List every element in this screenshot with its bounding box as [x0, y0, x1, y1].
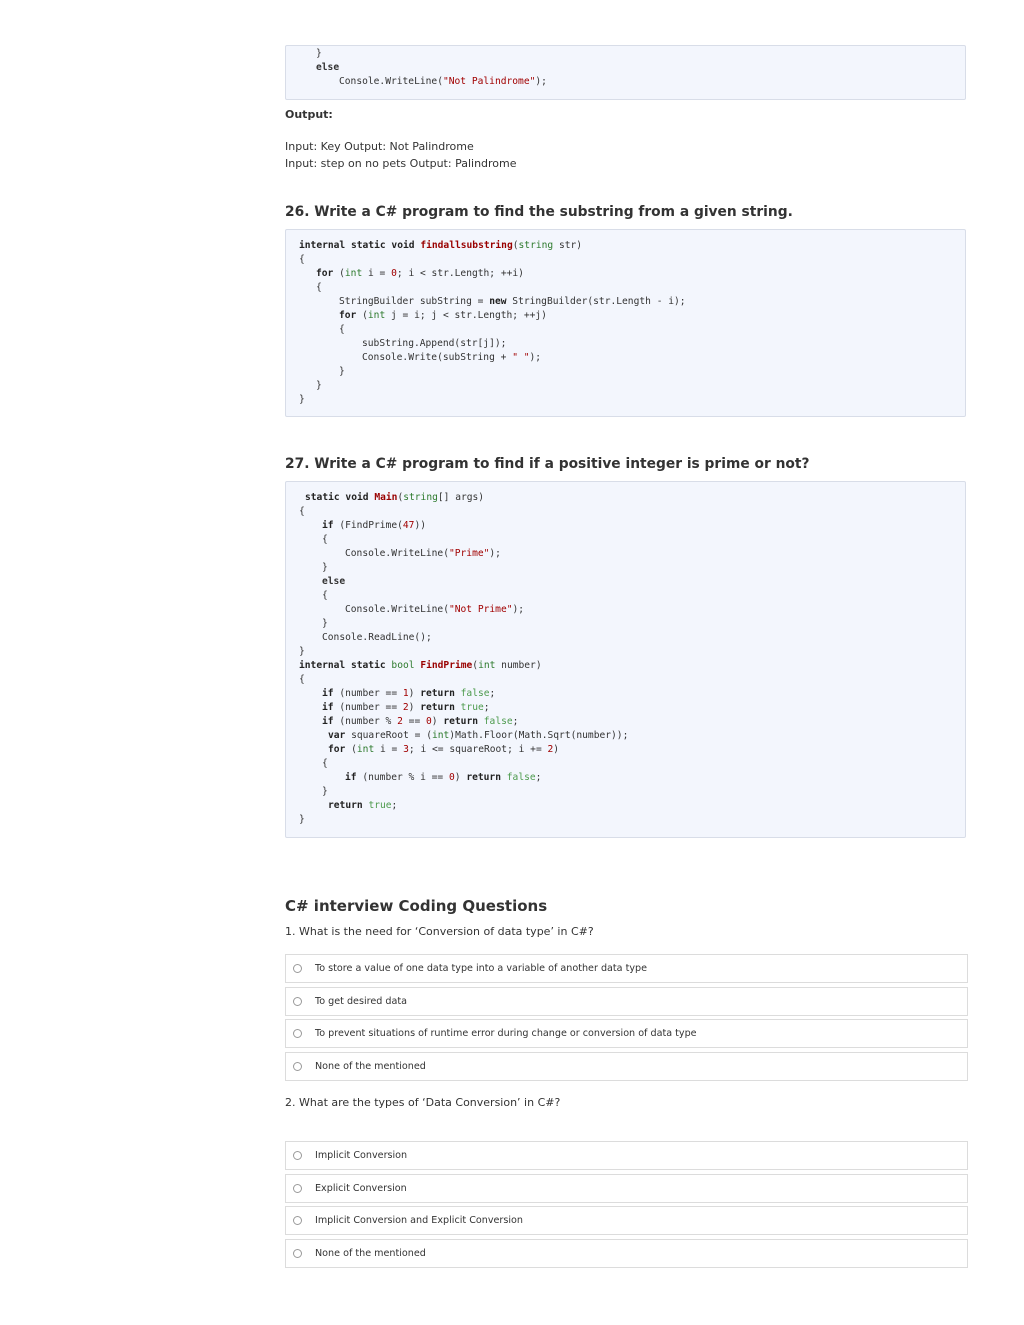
- code-line: for (int i = 0; i < str.Length; ++i): [316, 268, 524, 279]
- code-line: }: [316, 380, 322, 391]
- code-block-palindrome: [285, 45, 966, 100]
- quiz-q1-option-4[interactable]: [285, 1052, 968, 1081]
- option-label: Explicit Conversion: [315, 1183, 407, 1194]
- code-line: {: [299, 254, 305, 265]
- radio-button[interactable]: [293, 1249, 302, 1258]
- radio-button[interactable]: [293, 997, 302, 1006]
- code-line: Console.WriteLine("Not Palindrome");: [339, 76, 547, 87]
- code-line: for (int j = i; j < str.Length; ++j): [339, 310, 547, 321]
- output-label: Output:: [285, 108, 333, 121]
- radio-button[interactable]: [293, 1029, 302, 1038]
- code-line: {: [299, 506, 305, 517]
- code-line: }: [299, 394, 305, 405]
- code-line: }: [316, 48, 322, 59]
- code-line: if (number % i == 0) return false;: [345, 772, 542, 783]
- quiz-question-1: 1. What is the need for ‘Conversion of data type’ in C#?: [285, 925, 594, 938]
- quiz-question-2: 2. What are the types of ‘Data Conversion’ in C#?: [285, 1096, 561, 1109]
- code-line: }: [322, 562, 328, 573]
- radio-button[interactable]: [293, 964, 302, 973]
- code-line: if (number == 1) return false;: [322, 688, 496, 699]
- code-line: if (number % 2 == 0) return false;: [322, 716, 519, 727]
- quiz-q2-option-2[interactable]: [285, 1174, 968, 1203]
- question-27-title: 27. Write a C# program to find if a positive integer is prime or not?: [285, 456, 810, 472]
- quiz-heading: C# interview Coding Questions: [285, 897, 548, 915]
- option-label: None of the mentioned: [315, 1061, 426, 1072]
- code-line: {: [322, 534, 328, 545]
- code-line: internal static void findallsubstring(string str): [299, 240, 583, 251]
- quiz-q2-option-3[interactable]: [285, 1206, 968, 1235]
- radio-button[interactable]: [293, 1216, 302, 1225]
- code-line: }: [322, 786, 328, 797]
- quiz-q1-option-3[interactable]: [285, 1019, 968, 1048]
- code-line: {: [322, 590, 328, 601]
- code-line: Console.Write(subString + " ");: [362, 352, 542, 363]
- option-label: To store a value of one data type into a variable of another data type: [315, 963, 648, 974]
- code-line: static void Main(string[] args): [305, 492, 485, 503]
- radio-button[interactable]: [293, 1062, 302, 1071]
- output-line-1: Input: Key Output: Not Palindrome: [285, 140, 474, 153]
- code-line: {: [322, 758, 328, 769]
- code-line: var squareRoot = (int)Math.Floor(Math.Sqrt(number));: [328, 730, 629, 741]
- code-line: if (number == 2) return true;: [322, 702, 490, 713]
- option-label: To get desired data: [315, 996, 407, 1007]
- code-line: Console.ReadLine();: [322, 632, 432, 643]
- radio-button[interactable]: [293, 1184, 302, 1193]
- output-line-2: Input: step on no pets Output: Palindrome: [285, 157, 517, 170]
- code-line: subString.Append(str[j]);: [362, 338, 507, 349]
- code-line: }: [299, 814, 305, 825]
- code-line: if (FindPrime(47)): [322, 520, 426, 531]
- code-line: {: [299, 674, 305, 685]
- option-label: Implicit Conversion and Explicit Conversion: [315, 1215, 523, 1226]
- code-line: Console.WriteLine("Prime");: [345, 548, 501, 559]
- question-26-title: 26. Write a C# program to find the substring from a given string.: [285, 204, 793, 220]
- code-line: internal static bool FindPrime(int number): [299, 660, 542, 671]
- quiz-q2-option-1[interactable]: [285, 1141, 968, 1170]
- code-line: }: [322, 618, 328, 629]
- code-line: Console.WriteLine("Not Prime");: [345, 604, 525, 615]
- quiz-q1-option-2[interactable]: [285, 987, 968, 1016]
- code-block-substring: [285, 229, 966, 417]
- code-line: else: [316, 62, 340, 73]
- option-label: To prevent situations of runtime error during change or conversion of data type: [315, 1028, 697, 1039]
- code-line: }: [299, 646, 305, 657]
- code-line: for (int i = 3; i <= squareRoot; i += 2): [328, 744, 560, 755]
- code-line: return true;: [328, 800, 398, 811]
- code-line: StringBuilder subString = new StringBuilder(str.Length - i);: [339, 296, 686, 307]
- option-label: Implicit Conversion: [315, 1150, 408, 1161]
- code-line: else: [322, 576, 346, 587]
- code-block-prime: [285, 481, 966, 838]
- option-label: None of the mentioned: [315, 1248, 426, 1259]
- radio-button[interactable]: [293, 1151, 302, 1160]
- quiz-q1-option-1[interactable]: [285, 954, 968, 983]
- code-line: }: [339, 366, 345, 377]
- code-line: {: [316, 282, 322, 293]
- quiz-q2-option-4[interactable]: [285, 1239, 968, 1268]
- code-line: {: [339, 324, 345, 335]
